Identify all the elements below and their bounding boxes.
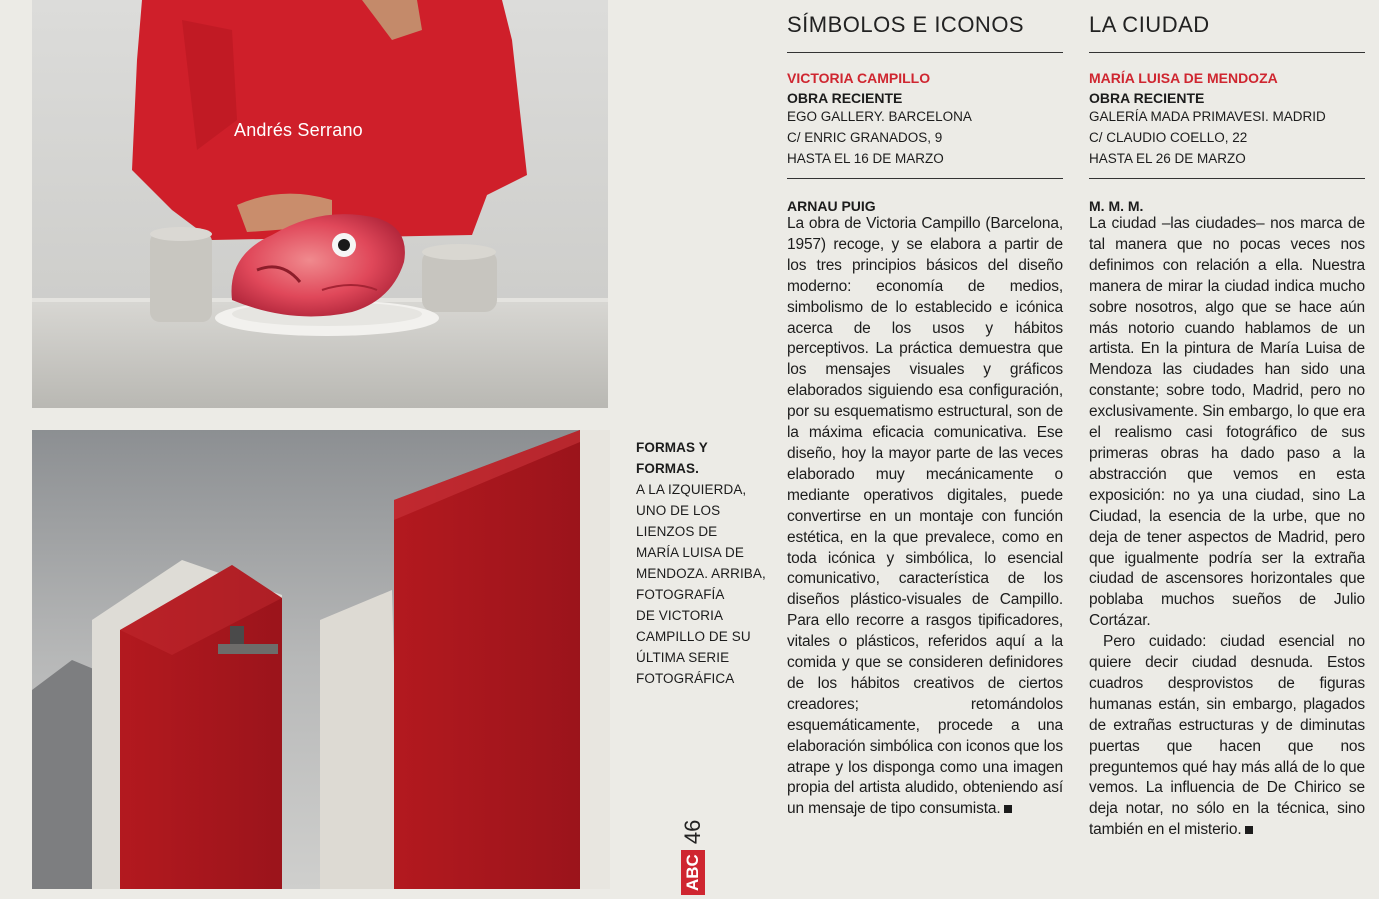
caption-line: MARÍA LUISA DE: [636, 545, 744, 560]
article-body: [787, 214, 1063, 820]
page-number: 46: [680, 819, 705, 845]
exhibition-dates: HASTA EL 26 DE MARZO: [1089, 151, 1246, 166]
caption-line: DE VICTORIA: [636, 608, 724, 623]
campillo-photograph: [32, 0, 608, 408]
exhibition-title: OBRA RECIENTE: [787, 90, 903, 106]
caption-line: UNO DE LOS: [636, 503, 721, 518]
paragraph: [1089, 214, 1365, 632]
caption-line: A LA IZQUIERDA,: [636, 482, 747, 497]
exhibition-title: OBRA RECIENTE: [1089, 90, 1205, 106]
artist-name: MARÍA LUISA DE MENDOZA: [1089, 70, 1278, 86]
paragraph: [787, 214, 1063, 820]
caption-line: FOTOGRAFÍA: [636, 587, 725, 602]
paragraph: [1089, 632, 1365, 841]
caption-line: MENDOZA. ARRIBA,: [636, 566, 766, 581]
gallery-name: EGO GALLERY. BARCELONA: [787, 109, 972, 124]
gallery-address: C/ ENRIC GRANADOS, 9: [787, 130, 943, 145]
paragraph-text: La obra de Victoria Campillo (Barcelona, 1957) recoge, y se elabora a partir de los tres principios básicos del diseño moderno: economía de medios, simbolismo de lo establecido e icónica acerca de los usos y hábitos perceptivos. La práctica demuestra que los mensajes visuales y gráficos elaborados siguiendo esa configuración, por su esquematismo estructural, son de la máxima eficacia comunicativa. Ese diseño, hoy la mayor parte de las veces elaborado muy mecánicamente o mediante operativos digitales, puede convertirse en un montaje con función estética, en la que prevalece, como en toda icónica y simbólica, lo esencial comunicativo, característica de los diseños plástico-visuales de Campillo. Para ello recorre a rasgos tipificadores, vitales o plásticos, referidos aquí a la comida y que se consideren definidores de los hábitos creativos de ciertos creadores; retomándolos esquemáticamente, procede a una elaboración simbólica con iconos que los atrape y los disponga como una imagen propia del artista aludido, obteniendo así un mensaje de tipo consumista.: [787, 215, 1063, 818]
column-ciudad: [1089, 12, 1365, 841]
section-title: SÍMBOLOS E ICONOS: [787, 12, 1025, 37]
gallery-name: GALERÍA MADA PRIMAVESI. MADRID: [1089, 109, 1326, 124]
article-body: [1089, 214, 1365, 841]
divider: [787, 178, 1063, 179]
exhibition-dates: HASTA EL 16 DE MARZO: [787, 151, 944, 166]
paragraph-text: La ciudad –las ciudades– nos marca de tal manera que no pocas veces nos definimos con relación a ella. Nuestra manera de mirar la ciudad indica mucho sobre nosotros, algo que se hace aún más notorio cuando hablamos de un artista. En la pintura de María Luisa de Mendoza las ciudades han sido una constante; sobre todo, Madrid, pero no exclusivamente. Sin embargo, lo que era el realismo casi fotográfico de sus primeras obras ha dado paso a la abstracción que vemos en esta exposición: no ya una ciudad, sino La Ciudad, la esencia de la urbe, que no deja de tener aspectos de Madrid, pero que igualmente podría ser la extraña ciudad de ascensores horizontales que poblaba muchos sueños de Julio Cortázar.: [1089, 215, 1365, 630]
caption-line: FOTOGRÁFICA: [636, 671, 735, 686]
caption-title-line: FORMAS Y: [636, 440, 708, 455]
caption-line: ÚLTIMA SERIE: [636, 650, 730, 665]
end-mark-icon: [1245, 826, 1253, 834]
divider: [787, 52, 1063, 53]
paragraph-text: Pero cuidado: ciudad esencial no quiere decir ciudad desnuda. Estos cuadros desprovistos de figuras humanas están, sin embargo, plagados de extrañas estructuras y de diminutas puertas que hacen que nos preguntemos qué hay más allá de lo que vemos. La influencia de De Chirico se deja notar, no sólo en la técnica, sino también en el misterio.: [1089, 633, 1365, 839]
photo-caption: [636, 437, 776, 689]
divider: [1089, 178, 1365, 179]
author-byline: M. M. M.: [1089, 198, 1144, 214]
column-simbolos: [787, 12, 1063, 820]
end-mark-icon: [1004, 805, 1012, 813]
artist-name: VICTORIA CAMPILLO: [787, 70, 931, 86]
page-folio: [679, 775, 707, 895]
author-byline: ARNAU PUIG: [787, 198, 876, 214]
caption-line: CAMPILLO DE SU: [636, 629, 751, 644]
mendoza-painting: [32, 430, 610, 889]
divider: [1089, 52, 1365, 53]
folio-brand: ABC: [681, 850, 705, 895]
caption-title-line: FORMAS.: [636, 461, 699, 476]
gallery-address: C/ CLAUDIO COELLO, 22: [1089, 130, 1248, 145]
photo-illustration: [32, 0, 608, 408]
caption-line: LIENZOS DE: [636, 524, 718, 539]
section-title: LA CIUDAD: [1089, 12, 1210, 37]
painting-illustration: [32, 430, 610, 889]
photo-watermark: Andrés Serrano: [234, 120, 363, 140]
